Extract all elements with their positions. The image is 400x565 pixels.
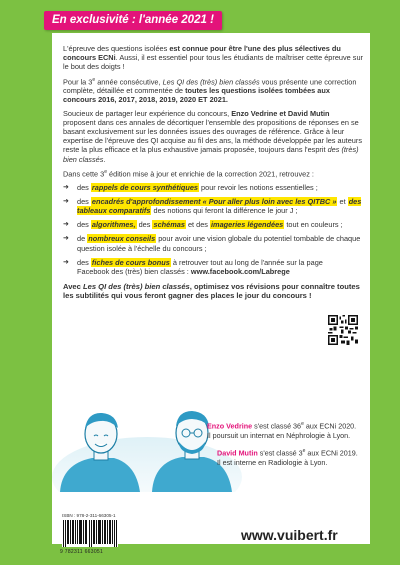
author-bio-vedrine: Enzo Vedrine s'est classé 36e aux ECNi 2020. Il poursuit un internat en Néphrologie à Lyon. (207, 421, 357, 440)
publisher-website[interactable]: www.vuibert.fr (241, 527, 338, 543)
author-bio-mutin: David Mutin s'est classé 3e aux ECNi 2019. Il est interne en Radiologie à Lyon. (217, 448, 358, 467)
arrow-icon: ➜ (63, 197, 69, 205)
paragraph-authors: Soucieux de partager leur expérience du concours, Enzo Vedrine et David Mutin proposent dans ces annales de décortiquer l'ensemble des propositions de réponses en se basant exclusivement sur les données issues des ouvrages de référence. Grâce à leur expertise de l'épreuve des QI acquise au fil des ans, la méthode développée par les auteurs reste la plus efficace et la plus exhaustive jamais proposée, toujours dans l'esprit des (très) bien classés. (63, 108, 363, 164)
isbn-number: 9 782311 663051 (60, 549, 104, 555)
list-item: ➜ des encadrés d'approfondissement « Pour aller plus loin avec les QITBC » et des tableaux comparatifs des notions qui feront la différence le jour J ; (63, 196, 362, 215)
list-item: ➜ de nombreux conseils pour avoir une vision globale du potentiel tombable de chaque question isolée à l'échelle du concours ; (63, 234, 361, 253)
isbn-label: ISBN : 978-2-311-66305-1 (62, 513, 116, 518)
paragraph-edition: Pour la 3e année consécutive, Les QI des (très) bien classés vous présente une correction complète, détaillée et commentée de toutes les questions isolées tombées aux concours 2016, 2017, 2018, 2019, 2020 ET 2021. (63, 76, 357, 105)
list-item: ➜ des rappels de cours synthétiques pour revoir les notions essentielles ; (63, 182, 318, 192)
arrow-icon: ➜ (63, 258, 69, 266)
closing-paragraph: Avec Les QI des (très) bien classés, optimisez vos révisions pour connaître toutes les subtilités qui vous feront gagner des places le jour du concours ! (63, 282, 360, 301)
paragraph-contents: Dans cette 3e édition mise à jour et enrichie de la correction 2021, retrouvez : (63, 168, 314, 179)
blurb-text (63, 44, 364, 305)
list-item: ➜ des algorithmes, des schémas et des imageries légendées tout en couleurs ; (63, 220, 343, 230)
qr-code-icon[interactable] (328, 315, 358, 345)
exclusive-banner: En exclusivité : l'année 2021 ! (44, 11, 222, 30)
feature-list (63, 183, 364, 277)
arrow-icon: ➜ (63, 221, 69, 229)
barcode-icon (62, 520, 118, 547)
arrow-icon: ➜ (63, 183, 69, 191)
list-item: ➜ des fiches de cours bonus à retrouver tout au long de l'année sur la page Facebook des (très) bien classés : www.facebook.com/Labrege (63, 257, 323, 276)
facebook-link[interactable]: www.facebook.com/Labrege (190, 266, 290, 276)
arrow-icon: ➜ (63, 235, 69, 243)
paragraph-intro: L'épreuve des questions isolées est connue pour être l'une des plus sélectives du concours ECNi. Aussi, il est essentiel pour tous les étudiants de maîtriser cette épreuve sur le bout des doigts ! (63, 44, 364, 72)
